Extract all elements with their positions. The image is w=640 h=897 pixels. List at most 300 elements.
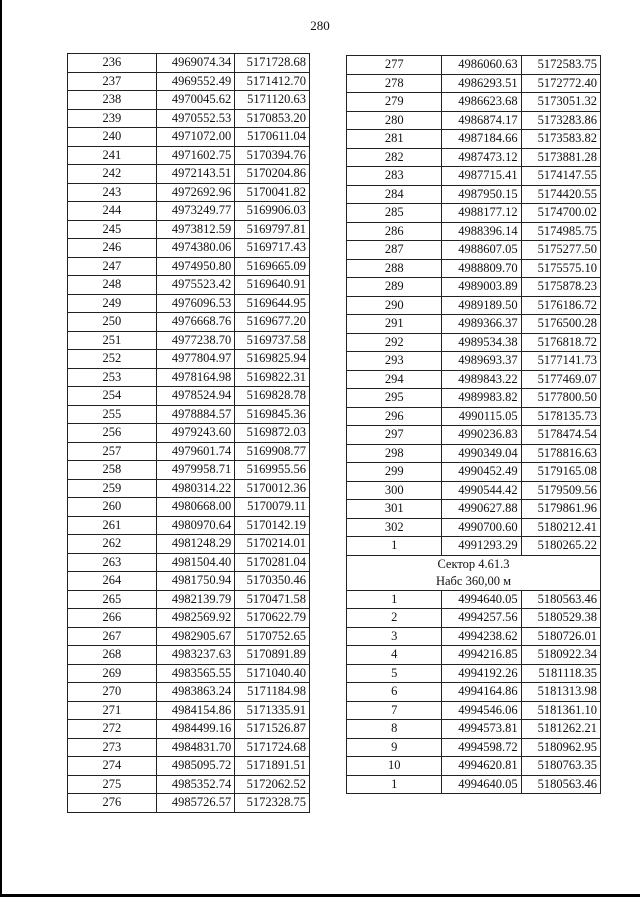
table-row <box>347 683 601 702</box>
coordinates-table-right-top <box>347 56 601 556</box>
point-number: 271 <box>68 701 157 720</box>
table-row <box>68 239 310 258</box>
point-number: 282 <box>347 148 442 167</box>
table-row <box>347 426 601 445</box>
coordinate-y: 5177469.07 <box>521 370 600 389</box>
coordinate-y: 5169640.91 <box>235 276 310 295</box>
coordinate-x: 4979958.71 <box>156 461 235 480</box>
coordinate-y: 5179861.96 <box>521 500 600 519</box>
table-row <box>68 609 310 628</box>
point-number: 294 <box>347 370 442 389</box>
coordinate-y: 5170041.82 <box>235 183 310 202</box>
coordinate-x: 4982905.67 <box>156 627 235 646</box>
table-row <box>347 185 601 204</box>
coordinate-y: 5171526.87 <box>235 720 310 739</box>
coordinate-y: 5172772.40 <box>521 74 600 93</box>
point-number: 299 <box>347 463 442 482</box>
table-row <box>68 535 310 554</box>
point-number: 266 <box>68 609 157 628</box>
point-number: 9 <box>347 738 442 757</box>
coordinate-x: 4989843.22 <box>442 370 521 389</box>
table-row <box>347 407 601 426</box>
point-number: 257 <box>68 442 157 461</box>
coordinate-x: 4981750.94 <box>156 572 235 591</box>
point-number: 263 <box>68 553 157 572</box>
coordinate-y: 5178816.63 <box>521 444 600 463</box>
table-row <box>347 775 601 794</box>
coordinate-x: 4981248.29 <box>156 535 235 554</box>
table-row <box>347 259 601 278</box>
coordinate-x: 4987184.66 <box>442 130 521 149</box>
table-row <box>347 278 601 297</box>
coordinate-x: 4994573.81 <box>442 720 521 739</box>
point-number: 256 <box>68 424 157 443</box>
table-row <box>68 701 310 720</box>
point-number: 287 <box>347 241 442 260</box>
point-number: 237 <box>68 72 157 91</box>
table-row <box>347 93 601 112</box>
point-number: 251 <box>68 331 157 350</box>
coordinate-x: 4985095.72 <box>156 757 235 776</box>
coordinate-y: 5170471.58 <box>235 590 310 609</box>
coordinate-y: 5170853.20 <box>235 109 310 128</box>
coordinate-x: 4984499.16 <box>156 720 235 739</box>
point-number: 276 <box>68 794 157 813</box>
coordinate-x: 4985726.57 <box>156 794 235 813</box>
table-row <box>68 461 310 480</box>
table-row <box>68 627 310 646</box>
coordinate-y: 5174985.75 <box>521 222 600 241</box>
coordinate-y: 5169872.03 <box>235 424 310 443</box>
coordinate-x: 4990115.05 <box>442 407 521 426</box>
table-row <box>68 257 310 276</box>
coordinate-y: 5180529.38 <box>521 609 600 628</box>
coordinate-y: 5169828.78 <box>235 387 310 406</box>
point-number: 268 <box>68 646 157 665</box>
point-number: 296 <box>347 407 442 426</box>
point-number: 240 <box>68 128 157 147</box>
table-row <box>347 518 601 537</box>
coordinate-x: 4976096.53 <box>156 294 235 313</box>
coordinate-y: 5178135.73 <box>521 407 600 426</box>
coordinate-y: 5174420.55 <box>521 185 600 204</box>
table-row <box>68 572 310 591</box>
table-row <box>68 516 310 535</box>
coordinate-y: 5172062.52 <box>235 775 310 794</box>
coordinate-x: 4991293.29 <box>442 537 521 556</box>
coordinate-x: 4986623.68 <box>442 93 521 112</box>
coordinate-y: 5178474.54 <box>521 426 600 445</box>
coordinate-x: 4985352.74 <box>156 775 235 794</box>
coordinate-y: 5170142.19 <box>235 516 310 535</box>
coordinate-x: 4994192.26 <box>442 664 521 683</box>
coordinate-x: 4982139.79 <box>156 590 235 609</box>
table-row <box>347 167 601 186</box>
coordinate-y: 5169737.58 <box>235 331 310 350</box>
table-row <box>68 331 310 350</box>
point-number: 298 <box>347 444 442 463</box>
point-number: 249 <box>68 294 157 313</box>
scan-edge-left <box>0 0 2 897</box>
point-number: 5 <box>347 664 442 683</box>
table-row <box>347 74 601 93</box>
coordinates-table-right-bottom <box>347 590 601 794</box>
table-row <box>68 720 310 739</box>
coordinate-x: 4994164.86 <box>442 683 521 702</box>
point-number: 259 <box>68 479 157 498</box>
coordinate-y: 5171335.91 <box>235 701 310 720</box>
coordinate-y: 5170611.04 <box>235 128 310 147</box>
coordinate-x: 4989693.37 <box>442 352 521 371</box>
table-row <box>68 424 310 443</box>
coordinate-y: 5181262.21 <box>521 720 600 739</box>
table-row <box>347 500 601 519</box>
table-row <box>68 405 310 424</box>
table-row <box>68 183 310 202</box>
coordinate-x: 4994546.06 <box>442 701 521 720</box>
table-row <box>347 370 601 389</box>
point-number: 238 <box>68 91 157 110</box>
table-row <box>347 627 601 646</box>
coordinate-y: 5169906.03 <box>235 202 310 221</box>
coordinate-y: 5170891.89 <box>235 646 310 665</box>
coordinate-y: 5175575.10 <box>521 259 600 278</box>
coordinate-y: 5169644.95 <box>235 294 310 313</box>
coordinate-y: 5169825.94 <box>235 350 310 369</box>
table-row <box>347 333 601 352</box>
coordinate-y: 5176818.72 <box>521 333 600 352</box>
coordinate-y: 5169845.36 <box>235 405 310 424</box>
point-number: 252 <box>68 350 157 369</box>
coordinate-x: 4977804.97 <box>156 350 235 369</box>
coordinate-y: 5173283.86 <box>521 111 600 130</box>
coordinate-x: 4980970.64 <box>156 516 235 535</box>
point-number: 295 <box>347 389 442 408</box>
coordinate-x: 4971602.75 <box>156 146 235 165</box>
coordinate-y: 5179509.56 <box>521 481 600 500</box>
coordinate-y: 5171728.68 <box>235 54 310 73</box>
table-row <box>347 315 601 334</box>
coordinate-y: 5181361.10 <box>521 701 600 720</box>
table-row <box>347 738 601 757</box>
point-number: 272 <box>68 720 157 739</box>
table-row <box>68 683 310 702</box>
coordinate-x: 4988396.14 <box>442 222 521 241</box>
coordinate-y: 5180212.41 <box>521 518 600 537</box>
point-number: 3 <box>347 627 442 646</box>
coordinate-x: 4989366.37 <box>442 315 521 334</box>
coordinate-y: 5170394.76 <box>235 146 310 165</box>
table-row <box>347 352 601 371</box>
coordinate-y: 5180563.46 <box>521 590 600 609</box>
point-number: 274 <box>68 757 157 776</box>
table-row <box>68 590 310 609</box>
coordinates-table-left <box>67 53 310 813</box>
coordinate-y: 5169677.20 <box>235 313 310 332</box>
page-number: 280 <box>310 18 330 33</box>
table-row <box>68 165 310 184</box>
point-number: 290 <box>347 296 442 315</box>
point-number: 246 <box>68 239 157 258</box>
coordinate-x: 4972692.96 <box>156 183 235 202</box>
coordinate-x: 4971072.00 <box>156 128 235 147</box>
point-number: 253 <box>68 368 157 387</box>
coordinate-x: 4988607.05 <box>442 241 521 260</box>
point-number: 291 <box>347 315 442 334</box>
coordinate-y: 5180265.22 <box>521 537 600 556</box>
point-number: 270 <box>68 683 157 702</box>
coordinate-x: 4979601.74 <box>156 442 235 461</box>
coordinate-y: 5175277.50 <box>521 241 600 260</box>
coordinate-x: 4982569.92 <box>156 609 235 628</box>
coordinate-x: 4994216.85 <box>442 646 521 665</box>
coordinate-x: 4973249.77 <box>156 202 235 221</box>
coordinate-x: 4989189.50 <box>442 296 521 315</box>
coordinate-x: 4980314.22 <box>156 479 235 498</box>
table-row <box>347 148 601 167</box>
coordinate-x: 4983863.24 <box>156 683 235 702</box>
coordinate-y: 5177141.73 <box>521 352 600 371</box>
coordinate-y: 5169955.56 <box>235 461 310 480</box>
coordinate-y: 5171891.51 <box>235 757 310 776</box>
coordinate-y: 5173051.32 <box>521 93 600 112</box>
coordinate-y: 5181118.35 <box>521 664 600 683</box>
point-number: 247 <box>68 257 157 276</box>
table-row <box>68 387 310 406</box>
table-row <box>68 313 310 332</box>
coordinate-x: 4994640.05 <box>442 775 521 794</box>
coordinate-x: 4978884.57 <box>156 405 235 424</box>
coordinate-y: 5170214.01 <box>235 535 310 554</box>
coordinate-y: 5171724.68 <box>235 738 310 757</box>
point-number: 245 <box>68 220 157 239</box>
coordinate-x: 4974950.80 <box>156 257 235 276</box>
point-number: 8 <box>347 720 442 739</box>
table-row <box>347 204 601 223</box>
table-row <box>347 463 601 482</box>
table-row <box>68 738 310 757</box>
table-row <box>347 609 601 628</box>
coordinate-x: 4994640.05 <box>442 590 521 609</box>
coordinate-y: 5176186.72 <box>521 296 600 315</box>
point-number: 4 <box>347 646 442 665</box>
point-number: 288 <box>347 259 442 278</box>
coordinates-table-right <box>346 55 601 794</box>
point-number: 236 <box>68 54 157 73</box>
table-row <box>347 111 601 130</box>
point-number: 6 <box>347 683 442 702</box>
coordinates-table-left-body <box>68 54 310 813</box>
coordinate-y: 5180922.34 <box>521 646 600 665</box>
coordinate-x: 4990349.04 <box>442 444 521 463</box>
point-number: 278 <box>347 74 442 93</box>
point-number: 264 <box>68 572 157 591</box>
sector-height: Набс 360,00 м <box>435 573 512 588</box>
table-row <box>68 794 310 813</box>
coordinate-y: 5180726.01 <box>521 627 600 646</box>
point-number: 239 <box>68 109 157 128</box>
coordinate-x: 4986293.51 <box>442 74 521 93</box>
coordinate-y: 5170079.11 <box>235 498 310 517</box>
coordinate-y: 5174700.02 <box>521 204 600 223</box>
point-number: 284 <box>347 185 442 204</box>
coordinate-x: 4989983.82 <box>442 389 521 408</box>
coordinate-x: 4972143.51 <box>156 165 235 184</box>
table-row <box>68 350 310 369</box>
sector-header <box>347 555 601 590</box>
point-number: 7 <box>347 701 442 720</box>
coordinate-x: 4986060.63 <box>442 56 521 75</box>
coordinate-x: 4969552.49 <box>156 72 235 91</box>
coordinate-x: 4976668.76 <box>156 313 235 332</box>
coordinate-y: 5175878.23 <box>521 278 600 297</box>
coordinate-x: 4975523.42 <box>156 276 235 295</box>
coordinate-y: 5169822.31 <box>235 368 310 387</box>
point-number: 297 <box>347 426 442 445</box>
table-row <box>68 368 310 387</box>
coordinate-x: 4984154.86 <box>156 701 235 720</box>
coordinate-y: 5180563.46 <box>521 775 600 794</box>
point-number: 286 <box>347 222 442 241</box>
coordinate-y: 5170281.04 <box>235 553 310 572</box>
point-number: 10 <box>347 757 442 776</box>
point-number: 1 <box>347 590 442 609</box>
point-number: 300 <box>347 481 442 500</box>
coordinate-y: 5172583.75 <box>521 56 600 75</box>
coordinate-y: 5170204.86 <box>235 165 310 184</box>
coordinate-x: 4988809.70 <box>442 259 521 278</box>
point-number: 289 <box>347 278 442 297</box>
coordinate-x: 4990627.88 <box>442 500 521 519</box>
coordinate-x: 4990236.83 <box>442 426 521 445</box>
point-number: 293 <box>347 352 442 371</box>
table-row <box>68 128 310 147</box>
coordinate-x: 4988177.12 <box>442 204 521 223</box>
table-row <box>68 553 310 572</box>
point-number: 244 <box>68 202 157 221</box>
table-row <box>68 646 310 665</box>
coordinate-y: 5170012.36 <box>235 479 310 498</box>
point-number: 260 <box>68 498 157 517</box>
coordinate-x: 4978524.94 <box>156 387 235 406</box>
table-row <box>347 664 601 683</box>
sector-header-row <box>347 555 601 590</box>
table-row <box>347 444 601 463</box>
coordinate-y: 5181313.98 <box>521 683 600 702</box>
coordinate-y: 5169665.09 <box>235 257 310 276</box>
point-number: 280 <box>347 111 442 130</box>
coordinate-x: 4969074.34 <box>156 54 235 73</box>
point-number: 273 <box>68 738 157 757</box>
table-row <box>347 646 601 665</box>
point-number: 2 <box>347 609 442 628</box>
coordinate-x: 4994598.72 <box>442 738 521 757</box>
table-row <box>68 202 310 221</box>
point-number: 255 <box>68 405 157 424</box>
coordinate-x: 4983565.55 <box>156 664 235 683</box>
coordinate-x: 4990700.60 <box>442 518 521 537</box>
point-number: 1 <box>347 775 442 794</box>
coordinate-x: 4981504.40 <box>156 553 235 572</box>
coordinate-x: 4994257.56 <box>442 609 521 628</box>
point-number: 250 <box>68 313 157 332</box>
point-number: 261 <box>68 516 157 535</box>
point-number: 262 <box>68 535 157 554</box>
table-row <box>68 109 310 128</box>
sector-header-group <box>347 555 601 590</box>
coordinate-y: 5174147.55 <box>521 167 600 186</box>
coordinate-y: 5171184.98 <box>235 683 310 702</box>
table-row <box>347 222 601 241</box>
coordinate-x: 4994620.81 <box>442 757 521 776</box>
table-row <box>347 481 601 500</box>
coordinate-x: 4974380.06 <box>156 239 235 258</box>
coordinate-x: 4984831.70 <box>156 738 235 757</box>
coordinate-y: 5177800.50 <box>521 389 600 408</box>
coordinate-y: 5172328.75 <box>235 794 310 813</box>
coordinate-y: 5180763.35 <box>521 757 600 776</box>
table-row <box>68 498 310 517</box>
coordinate-y: 5170622.79 <box>235 609 310 628</box>
table-row <box>347 701 601 720</box>
coordinate-x: 4970045.62 <box>156 91 235 110</box>
point-number: 267 <box>68 627 157 646</box>
point-number: 254 <box>68 387 157 406</box>
table-row <box>68 294 310 313</box>
point-number: 275 <box>68 775 157 794</box>
point-number: 301 <box>347 500 442 519</box>
coordinate-x: 4973812.59 <box>156 220 235 239</box>
coordinate-x: 4978164.98 <box>156 368 235 387</box>
table-row <box>347 720 601 739</box>
point-number: 277 <box>347 56 442 75</box>
table-row <box>68 479 310 498</box>
sector-title: Сектор 4.61.3 <box>437 556 510 571</box>
point-number: 281 <box>347 130 442 149</box>
coordinate-x: 4987473.12 <box>442 148 521 167</box>
table-row <box>347 56 601 75</box>
coordinate-y: 5179165.08 <box>521 463 600 482</box>
coordinate-x: 4990452.49 <box>442 463 521 482</box>
point-number: 243 <box>68 183 157 202</box>
coordinate-x: 4989003.89 <box>442 278 521 297</box>
table-row <box>68 757 310 776</box>
coordinate-y: 5171040.40 <box>235 664 310 683</box>
coordinate-x: 4983237.63 <box>156 646 235 665</box>
coordinate-y: 5169717.43 <box>235 239 310 258</box>
table-row <box>347 757 601 776</box>
point-number: 248 <box>68 276 157 295</box>
point-number: 265 <box>68 590 157 609</box>
coordinate-y: 5169797.81 <box>235 220 310 239</box>
coordinate-y: 5180962.95 <box>521 738 600 757</box>
coordinate-x: 4980668.00 <box>156 498 235 517</box>
table-row <box>68 146 310 165</box>
coordinate-y: 5171412.70 <box>235 72 310 91</box>
point-number: 292 <box>347 333 442 352</box>
table-row <box>347 241 601 260</box>
coordinate-x: 4994238.62 <box>442 627 521 646</box>
coordinate-x: 4970552.53 <box>156 109 235 128</box>
point-number: 302 <box>347 518 442 537</box>
coordinate-x: 4989534.38 <box>442 333 521 352</box>
coordinate-y: 5173583.82 <box>521 130 600 149</box>
table-row <box>68 72 310 91</box>
coordinate-x: 4977238.70 <box>156 331 235 350</box>
point-number: 258 <box>68 461 157 480</box>
table-row <box>347 130 601 149</box>
coordinate-y: 5170752.65 <box>235 627 310 646</box>
